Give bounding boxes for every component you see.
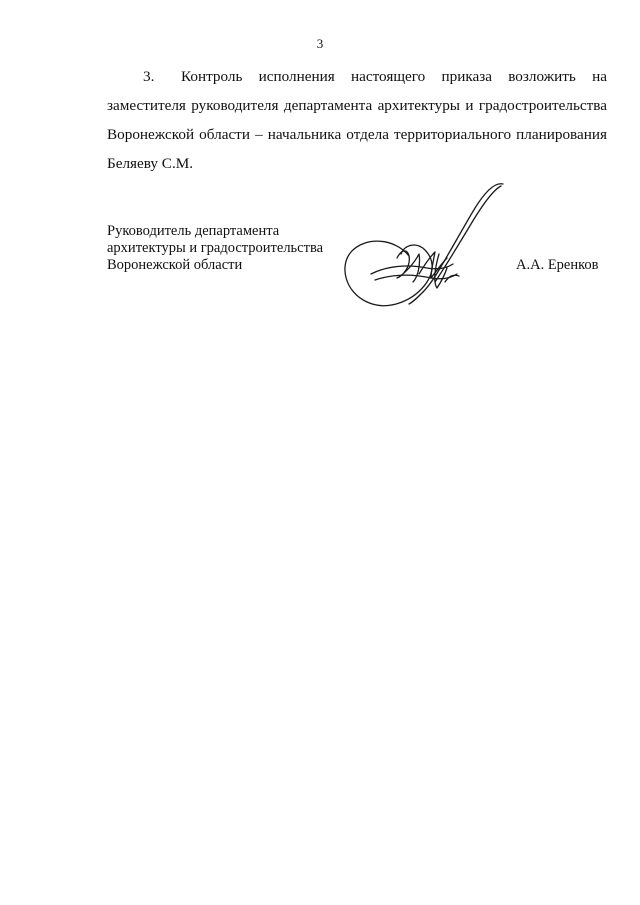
paragraph-item-number: 3. (143, 68, 155, 85)
signature-icon (335, 178, 515, 318)
paragraph-line-2: заместителя руководителя департамента архитектуры и градостроительства (107, 97, 607, 114)
paragraph-line-1-text: Контроль исполнения настоящего приказа возложить на (181, 68, 607, 85)
order-paragraph-3 (107, 62, 607, 178)
position-line-3: Воронежской области (107, 257, 243, 273)
paragraph-line-4: Беляеву С.М. (107, 155, 194, 172)
signatory-position (107, 223, 323, 274)
position-line-2: архитектуры и градостроительства (107, 240, 324, 256)
page-number: 3 (316, 36, 324, 51)
signer-name: А.А. Еренков (516, 257, 599, 273)
paragraph-line-1 (107, 62, 607, 91)
paragraph-line-3: Воронежской области – начальника отдела территориального планирования (107, 126, 607, 143)
position-line-1: Руководитель департамента (107, 223, 280, 239)
